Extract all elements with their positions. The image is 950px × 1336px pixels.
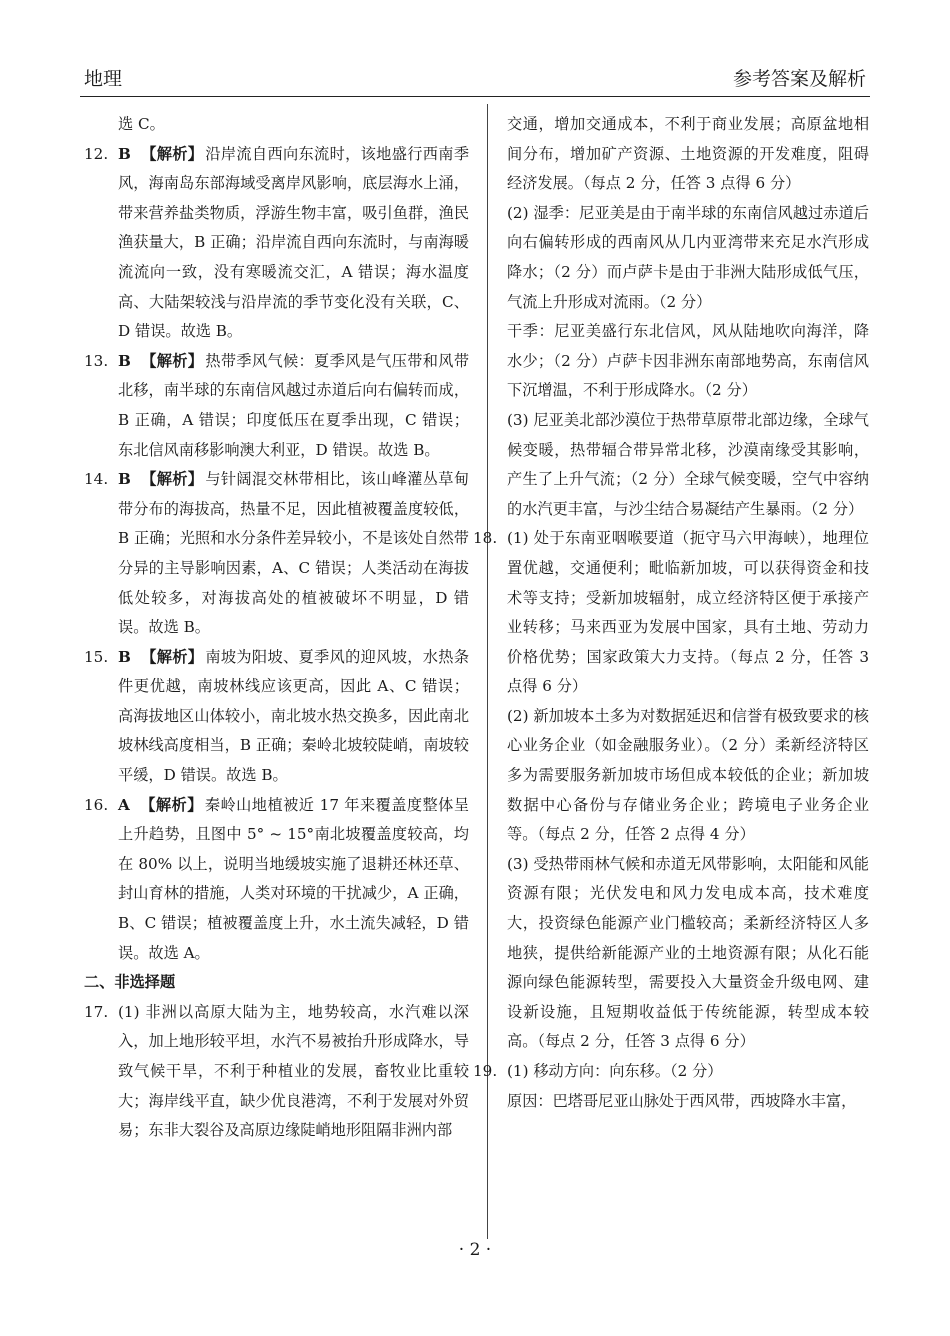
question-number: 12. (84, 144, 109, 163)
analysis-text: 南坡为阳坡、夏季风的迎风坡，水热条件更优越，南坡林线应该更高，因此 A、C 错误；高海拔地区山体较小，南北坡水热交换多，因此南北坡林线高度相当，B 正确；秦岭北坡较陡峭，南坡较平缓，D 错误。故选 B。 (118, 647, 469, 785)
question-number: 13. (84, 351, 109, 370)
question-12 (84, 140, 469, 347)
answer-paragraph: (2) 湿季：尼亚美是由于南半球的东南信风越过赤道后向右偏转形成的西南风从几内亚湾带来充足水汽形成降水；（2 分）而卢萨卡是由于非洲大陆形成低气压，气流上升形成对流雨。（2 分） (507, 203, 869, 311)
answer-letter: B (118, 470, 131, 489)
question-number: 16. (84, 795, 109, 814)
question-14 (84, 465, 469, 643)
analysis-text: 沿岸流自西向东流时，该地盛行西南季风，海南岛东部海域受离岸风影响，底层海水上涌，带来营养盐类物质，浮游生物丰富，吸引鱼群，渔民渔获量大，B 正确；沿岸流自西向东流时，与南海暖流流向一致，没有寒暖流交汇，A 错误；海水温度高、大陆架较浅与沿岸流的季节变化没有关联，C、D 错误。故选 B。 (118, 144, 469, 341)
question-number: 19. (473, 1062, 498, 1080)
question-19 (473, 1057, 869, 1087)
question-number: 17. (84, 1002, 109, 1021)
answer-letter: A (118, 795, 130, 814)
analysis-tag: 【解析】 (140, 470, 204, 489)
answer-letter: B (118, 351, 131, 370)
answer-paragraph: 交通，增加交通成本，不利于商业发展；高原盆地相间分布，增加矿产资源、土地资源的开发难度，阻碍经济发展。（每点 2 分，任答 3 点得 6 分） (507, 115, 869, 193)
analysis-text: 热带季风气候：夏季风是气压带和风带北移，南半球的东南信风越过赤道后向右偏转而成，B 正确，A 错误；印度低压在夏季出现，C 错误；东北信风南移影响澳大利亚，D 错误。故选 B。 (118, 351, 469, 459)
question-18 (473, 524, 869, 702)
header-subject: 地理 (84, 68, 123, 90)
analysis-tag: 【解析】 (140, 144, 204, 163)
analysis-tag: 【解析】 (139, 795, 203, 814)
left-column (84, 110, 469, 1146)
answer-paragraph: (3) 受热带雨林气候和赤道无风带影响，太阳能和风能资源有限；光伏发电和风力发电成本高，技术难度大，投资绿色能源产业门槛较高；柔新经济特区人多地狭，提供给新能源产业的土地资源有限；从化石能源向绿色能源转型，需要投入大量资金升级电网、建设新设施，且短期收益低于传统能源，转型成本较高。（每点 2 分，任答 3 点得 6 分） (507, 854, 869, 1051)
answer-paragraph: (2) 新加坡本土多为对数据延迟和信誉有极致要求的核心业务企业（如金融服务业）。（2 分）柔新经济特区多为需要服务新加坡市场但成本较低的企业；新加坡数据中心备份与存储业务企业；跨境电子业务企业等。（每点 2 分，任答 2 点得 4 分） (507, 706, 869, 844)
answer-paragraph: 干季：尼亚美盛行东北信风，风从陆地吹向海洋，降水少；（2 分）卢萨卡因非洲东南部地势高，东南信风下沉增温，不利于形成降水。（2 分） (507, 322, 869, 400)
answer-paragraph: (3) 尼亚美北部沙漠位于热带草原带北部边缘，全球气候变暖，热带辐合带异常北移，沙漠南缘受其影响，产生了上升气流；（2 分）全球气候变暖，空气中容纳的水汽更丰富，与沙尘结合易凝结产生暴雨。（2 分） (507, 410, 869, 518)
carry-text: 选 C。 (118, 115, 165, 133)
analysis-tag: 【解析】 (140, 351, 204, 370)
answer-text: (1) 处于东南亚咽喉要道（扼守马六甲海峡），地理位置优越，交通便利；毗临新加坡，可以获得资金和技术等支持；受新加坡辐射，成立经济特区便于承接产业转移；马来西亚为发展中国家，具有土地、劳动力价格优势；国家政策大力支持。（每点 2 分，任答 3 点得 6 分） (507, 529, 869, 696)
answer-text: (1) 非洲以高原大陆为主，地势较高，水汽难以深入，加上地形较平坦，水汽不易被抬升形成降水，导致气候干旱，不利于种植业的发展，畜牧业比重较大；海岸线平直，缺少优良港湾，不利于发展对外贸易；东非大裂谷及高原边缘陡峭地形阻隔非洲内部 (118, 1002, 469, 1140)
question-number: 18. (473, 529, 498, 548)
question-16 (84, 791, 469, 969)
answer-paragraph: 原因：巴塔哥尼亚山脉处于西风带，西坡降水丰富， (507, 1091, 857, 1110)
section-heading: 二、非选择题 (84, 973, 176, 992)
question-number: 15. (84, 647, 109, 666)
question-number: 14. (84, 470, 109, 489)
analysis-tag: 【解析】 (140, 647, 204, 666)
question-15 (84, 643, 469, 791)
header-title: 参考答案及解析 (732, 68, 866, 90)
answer-letter: B (118, 144, 131, 163)
analysis-text: 秦岭山地植被近 17 年来覆盖度整体呈上升趋势，且图中 5° ~ 15°南北坡覆盖度较高，均在 80% 以上，说明当地缓坡实施了退耕还林还草、封山育林的措施，人类对环境的干扰减少，A 正确，B、C 错误；植被覆盖度上升，水土流失减轻，D 错误。故选 A。 (118, 795, 470, 962)
question-13 (84, 347, 469, 465)
right-column (473, 110, 869, 1116)
analysis-text: 与针阔混交林带相比，该山峰灌丛草甸带分布的海拔高，热量不足，因此植被覆盖度较低，B 正确；光照和水分条件差异较小，不是该处自然带分异的主导影响因素，A、C 错误；人类活动在海拔低处较多，对海拔高处的植被破坏不明显，D 错误。故选 B。 (118, 470, 469, 637)
answer-text: (1) 移动方向：向东移。（2 分） (507, 1062, 723, 1080)
answer-letter: B (118, 647, 131, 666)
page-number: · 2 · (458, 1240, 492, 1260)
header-divider (80, 96, 870, 97)
question-17 (84, 998, 469, 1146)
